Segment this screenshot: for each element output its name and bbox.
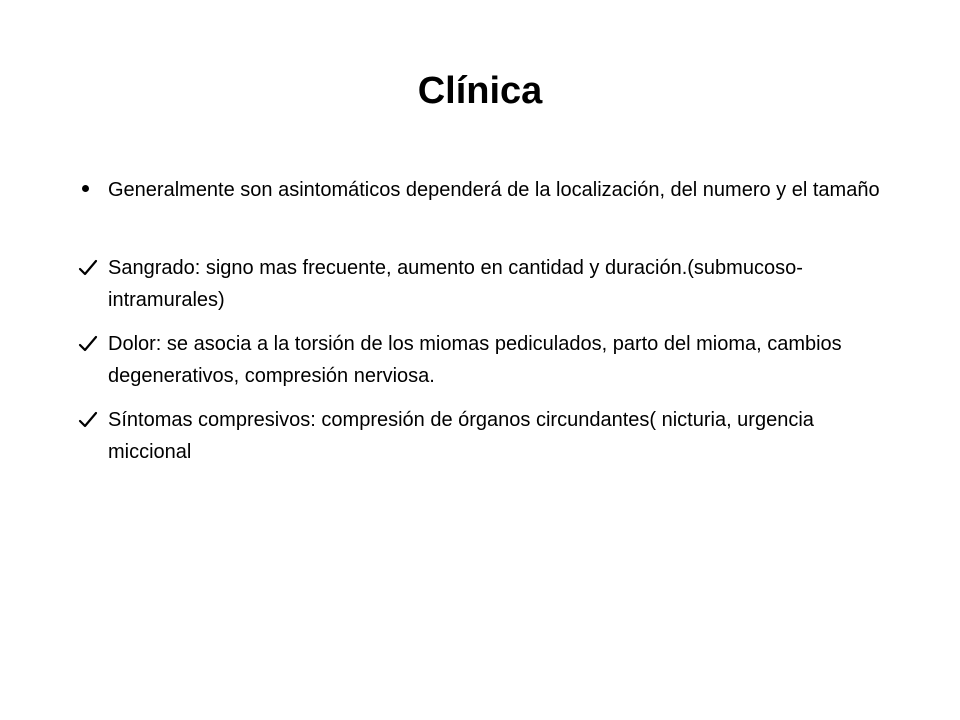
checkmark-icon [78,252,100,284]
slide-title: Clínica [417,70,543,112]
list-item-general [78,174,898,206]
checkmark-icon [78,328,100,360]
list-item-text: Sangrado: signo mas frecuente, aumento en cantidad y duración.(submucoso- intramurales) [108,257,803,311]
list-item-sintomas-compresivos [78,404,898,468]
list-item-sangrado [78,252,898,316]
list-item-text: Dolor: se asocia a la torsión de los miomas pediculados, parto del mioma, cambios degenerativos, compresión nerviosa. [108,333,842,387]
bullet-icon [78,174,100,206]
list-item-text: Síntomas compresivos: compresión de órganos circundantes( nicturia, urgencia miccional [108,409,814,463]
list-item-dolor [78,328,898,392]
list-item-text: Generalmente son asintomáticos dependerá de la localización, del numero y el tamaño [108,179,880,201]
checkmark-icon [78,404,100,436]
slide-content-list [78,174,898,480]
